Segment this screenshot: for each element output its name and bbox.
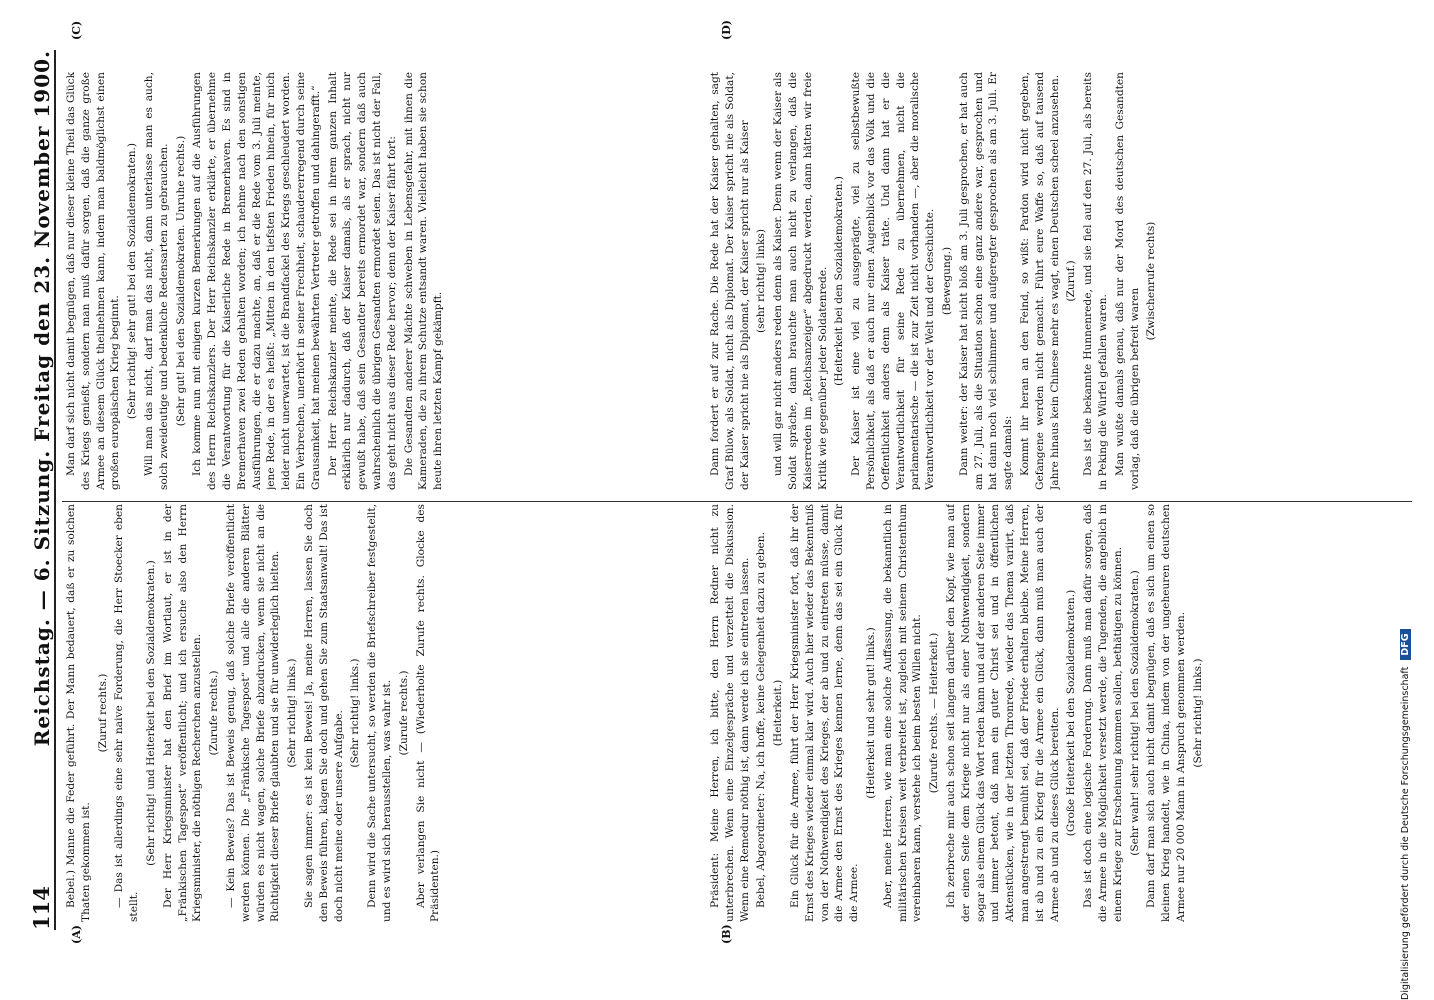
column-divider	[62, 501, 1412, 502]
paragraph: (sehr richtig! links)	[755, 229, 768, 333]
paragraph: (Bewegung.)	[940, 246, 953, 316]
page-number: 114	[29, 886, 54, 930]
paragraph: (Zwischenrufe rechts)	[1145, 221, 1158, 341]
paragraph: (Zuruf rechts.)	[96, 673, 109, 753]
paragraph: (Sehr richtig! sehr gut! bei den Sozialdemokraten.)	[126, 142, 139, 420]
paragraph: (Heiterkeit bei den Sozialdemokraten.)	[833, 176, 846, 386]
paragraph: Aber verlangen Sie nicht — (Wiederholte Zurufe rechts. Glocke des Präsidenten.)	[414, 504, 442, 922]
paragraph: Ich komme nun mit einigen kurzen Bemerkungen auf die Ausführungen des Herrn Reichskanzlers. Der Herr Reichskanzler erklärte, er übernehme die Verantwortung für die Kaiserliche Rede in Bremerhaven. Es sind in Bremerhaven zwei Reden gehalten worden; ich nehme nach den sonstigen Ausführungen, die er dazu machte, an, daß er die Rede vom 3. Juli meinte, jene Rede, in der es heißt: „Mitten in den tiefsten Frieden hinein, für mich leider nicht unerwartet, ist die Brandfackel des Kriegs geschleudert worden. Ein Verbrechen, unerhört in seiner Frechheit, schaudererregend durch seine Grausamkeit, hat meinen bewährten Vertreter getroffen und dahingerafft.“	[191, 72, 322, 490]
left-column-bottom	[708, 504, 1348, 922]
paragraph: (Sehr richtig! links.)	[349, 658, 362, 768]
right-column-top	[64, 72, 704, 490]
page-header	[8, 50, 56, 930]
dfg-logo: DFG	[1400, 629, 1411, 659]
paragraph: — Kein Beweis? Das ist Beweis genug, daß solche Briefe veröffentlicht werden können. Die „Fränkische Tagespost“ und alle die anderen Blätter würden es nicht wagen, solche Briefe abzudrucken, wenn sie nicht an die Richtigkeit dieser Briefe glaubten und sie für unwiderleglich hielten.	[224, 504, 282, 922]
running-title: Reichstag. — 6. Sitzung. Freitag den 23. November 1900.	[30, 50, 54, 747]
paragraph: (Große Heiterkeit bei den Sozialdemokraten.)	[1065, 589, 1078, 837]
margin-marker-d: (D)	[720, 20, 733, 40]
paragraph: Bebel, Abgeordneter: Na, ich hoffe, keine Gelegenheit dazu zu geben.	[755, 532, 768, 908]
paragraph: Dann weiter: der Kaiser hat nicht bloß am 3. Juli gesprochen, er hat auch am 27. Juli, als die Situation schon eine ganz andere war, gesprochen und hat dann noch viel schlimmer und aufgeregter gesprochen als am 3. Juli. Er sagte damals:	[957, 72, 1015, 490]
paragraph: Bebel.) Manne die Feder geführt. Der Mann bedauert, daß er zu solchen Thaten gekommen ist.	[65, 504, 92, 922]
margin-marker-a: (A)	[70, 925, 83, 944]
paragraph: (Sehr richtig! links.)	[286, 658, 299, 768]
paragraph: Denn wird die Sache untersucht, so werden die Briefschreiber festgestellt, und es wird sich herausstellen, was wahr ist.	[366, 504, 393, 922]
paragraph: Dann fordert er auf zur Rache. Die Rede hat der Kaiser gehalten, sagt Graf Bülow, als Soldat, nicht als Diplomat. Der Kaiser spricht nie als Soldat, der Kaiser spricht nie als Diplomat, der Kaiser spricht nur als Kaiser	[709, 72, 751, 490]
paragraph: Die Gesandten anderer Mächte schweben in Lebensgefahr, mit ihnen die Kameraden, die zu ihrem Schutze entsandt waren. Vielleicht haben sie schon heute ihren letzten Kampf gekämpft.	[402, 72, 445, 490]
paragraph: Aber, meine Herren, wie man eine solche Auffassung, die bekanntlich in militärischen Kreisen weit verbreitet ist, zugleich mit seinem Christenthum vereinbaren kann, verstehe ich beim besten Willen nicht.	[881, 504, 924, 922]
paragraph: Präsident: Meine Herren, ich bitte, den Herrn Redner nicht zu unterbrechen. Wenn eine Einzelgespräche und verzettelt die Diskussion. Wenn eine Remedur nöthig ist, dann werde ich sie eintreten lassen.	[709, 504, 751, 922]
paragraph: Der Herr Reichskanzler meinte, die Rede sei in ihrem ganzen Inhalt erklärlich nur dadurch, daß der Kaiser damals, als er sprach, nicht nur gewußt habe, daß sein Gesandter bereits ermordet war, sondern daß auch wahrscheinlich die übrigen Gesandten ermordet seien. Das ist nicht der Fall, das geht nicht aus dieser Rede hervor; denn der Kaiser fährt fort:	[326, 72, 398, 490]
paragraph: Der Kaiser ist eine viel zu ausgeprägte, viel zu selbstbewußte Persönlichkeit, als daß er auch nur einen Augenblick vor das Volk und die Oeffentlichkeit anders denn als Kaiser träte. Und dann hat er die Verantwortlichkeit für seine Rede zu übernehmen, nicht die parlamentarische — die ist zur Zeit nicht vorhanden —, aber die moralische Verantwortlichkeit vor der Welt und der Geschichte.	[850, 72, 937, 490]
paragraph: Der Herr Kriegsminister hat den Brief im Wortlaut, er ist in der „Fränkischen Tagespost“ veröffentlicht; und ich ersuche also den Herrn Kriegsminister, die nöthigen Recherchen anzustellen.	[161, 504, 204, 922]
paragraph: (Zuruf.)	[1065, 260, 1078, 302]
paragraph: Das ist die bekannte Hunnenrede, und sie fiel auf den 27. Juli, als bereits in Peking die Würfel gefallen waren.	[1082, 72, 1109, 490]
paragraph: Ein Glück für die Armee, führt der Herr Kriegsminister fort, daß ihr der Ernst des Krieges wieder einmal klar wird. Auch hier wieder das Bekenntniß von der Nothwendigkeit des Krieges, der ab und zu eintreten müsse, damit die Armee den Ernst des Krieges kennen lerne, denn das sei ein Glück für die Armee.	[788, 504, 861, 922]
paragraph: und will gar nicht anders reden denn als Kaiser. Denn wenn der Kaiser als Soldat spräche, dann brauchte man auch nicht zu verlangen, daß die Kaiserreden im „Reichsanzeiger“ abgedruckt werden, dann hätten wir freie Kritik wie gegenüber jeder Soldatenrede.	[772, 72, 829, 490]
paragraph: Kommt ihr heran an den Feind, so wißt: Pardon wird nicht gegeben, Gefangene werden nicht gemacht. Führt eure Waffe so, daß auf tausend Jahre hinaus kein Chinese mehr es wagt, einen Deutschen scheel anzusehen.	[1018, 72, 1061, 490]
paragraph: (Zurufe rechts.)	[208, 670, 221, 756]
paragraph: Dann darf man sich auch nicht damit begnügen, daß es sich um einen so kleinen Krieg handelt, wie in China, indem von der ungeheuren deutschen Armee nur 20 000 Mann in Anspruch genommen werden.	[1145, 504, 1187, 922]
paragraph: Das ist doch eine logische Forderung. Dann muß man dafür sorgen, daß die Armee in die Möglichkeit versetzt werde, die Tugenden, die angeblich in einem Kriege zur Erscheinung kommen sollen, bethätigen zu können.	[1082, 504, 1124, 922]
paragraph: Man darf sich nicht damit begnügen, daß nur dieser kleine Theil das Glück des Kriegs genießt, sondern man muß dafür sorgen, daß die ganze große Armee an diesem Glück theilnehmen kann, indem man baldmöglichst einen großen europäischen Krieg beginnt.	[65, 72, 122, 490]
footer-text: Digitalisierung gefördert durch die Deutsche Forschungsgemeinschaft	[1400, 666, 1411, 1000]
digitization-footer	[1400, 0, 1411, 1000]
margin-marker-b: (B)	[720, 924, 733, 944]
paragraph: Will man das nicht, darf man das nicht, dann unterlasse man es auch, solch zweideutige und bedenkliche Redensarten zu gebrauchen.	[142, 72, 170, 490]
paragraph: Man wußte damals genau, daß nur der Mord des deutschen Gesandten vorlag, daß die übrigen befreit waren	[1113, 72, 1141, 490]
margin-marker-c: (C)	[70, 20, 83, 40]
paragraph: (Heiterkeit und sehr gut! links.)	[864, 627, 877, 799]
paragraph: (Zurufe rechts. — Heiterkeit.)	[928, 632, 941, 794]
paragraph: — Das ist allerdings eine sehr naive Forderung, die Herr Stoecker eben stellt.	[113, 504, 141, 922]
paragraph: Ich zerbreche mir auch schon seit langem darüber den Kopf, wie man auf der einen Seite dem Kriege nicht nur als einer Nothwendigkeit, sondern sogar als einem Glück das Wort reden kann und auf der anderen Seite immer und immer betont, daß man ein guter Christ sei und in öffentlichen Aktenstücken, wie in der letzten Thronrede, wieder das Thema variirt, daß man angestrengt bemüht sei, daß der Friede erhalten bleibe. Meine Herren, ist ab und zu ein Krieg für die Armee ein Glück, dann muß man auch der Armee ab und zu dieses Glück bereiten.	[944, 504, 1061, 922]
paragraph: Sie sagen immer: es ist kein Beweis! Ja, meine Herren, lassen Sie doch den Beweis führen, klagen Sie doch und gehen Sie zum Staatsanwalt! Das ist doch nicht meine oder unsere Aufgabe.	[302, 504, 345, 922]
right-column-bottom	[708, 72, 1348, 490]
paragraph: (Zurufe rechts.)	[397, 670, 410, 756]
paragraph: (Sehr gut! bei den Sozialdemokraten. Unruhe rechts.)	[174, 135, 187, 427]
paragraph: (Sehr richtig! und Heiterkeit bei den Sozialdemokraten.)	[144, 560, 157, 866]
paragraph: (Sehr richtig! links.)	[1191, 658, 1204, 768]
paragraph: (Heiterkeit.)	[772, 679, 785, 747]
paragraph: (Sehr wahr! sehr richtig! bei den Sozialdemokraten.)	[1128, 570, 1141, 856]
left-column-top	[64, 504, 704, 922]
